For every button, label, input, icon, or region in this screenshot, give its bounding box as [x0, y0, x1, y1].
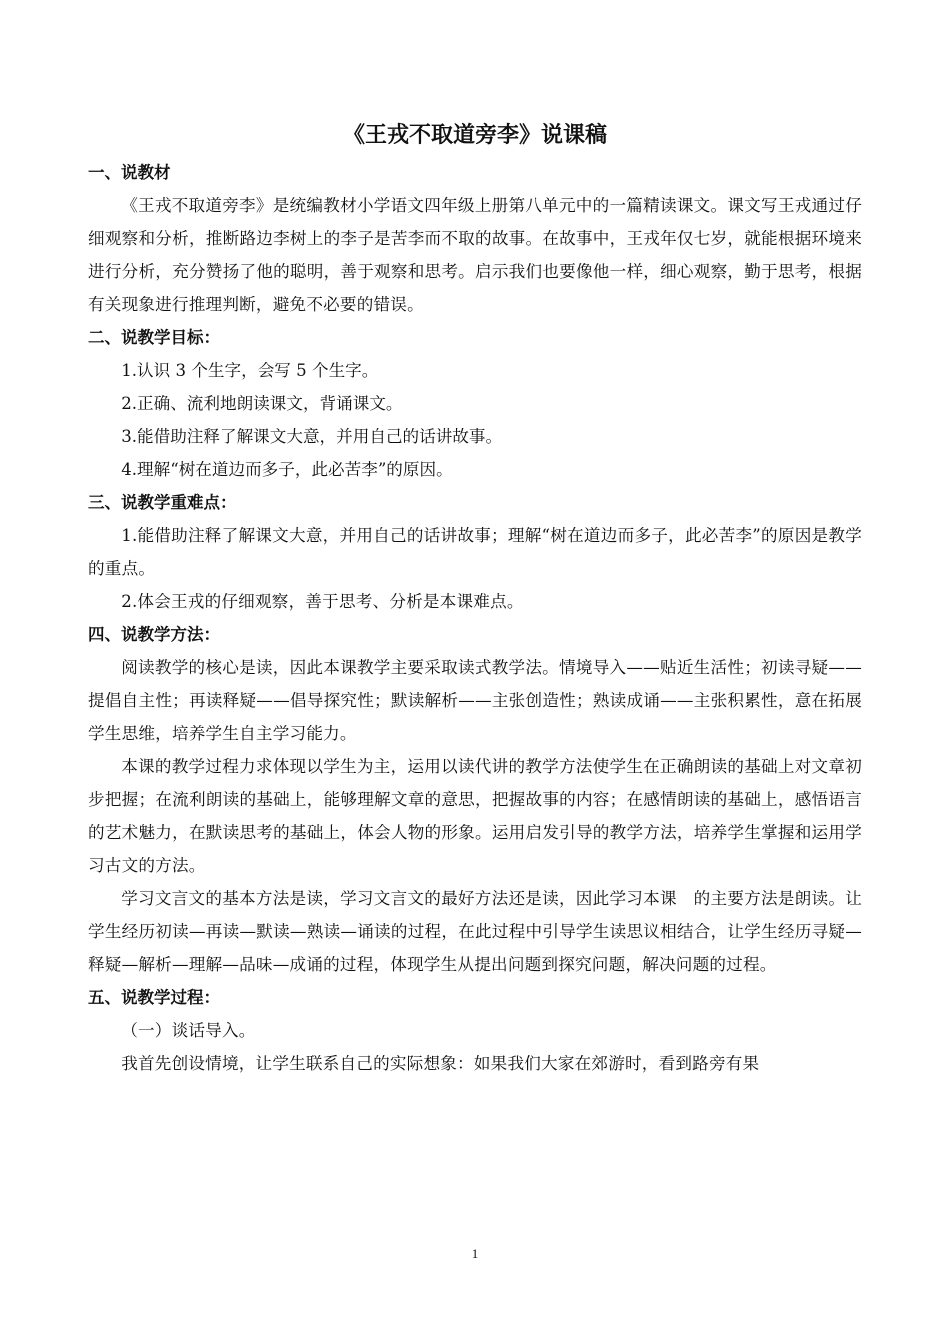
objective-item: 2.正确、流利地朗读课文，背诵课文。 [121, 394, 403, 413]
section-heading-objectives: 二、说教学目标： [88, 328, 220, 347]
paragraph: 我首先创设情境，让学生联系自己的实际想象：如果我们大家在郊游时，看到路旁有果 [121, 1054, 760, 1073]
page-number: 1 [471, 1246, 479, 1261]
document-title: 《王戎不取道旁李》说课稿 [342, 123, 607, 148]
section-heading-process: 五、说教学过程： [88, 988, 220, 1007]
paragraph: 学习文言文的基本方法是读，学习文言文的最好方法还是读，因此学习本课 的主要方法是朗读。让学生经历初读—再读—默读—熟读—诵读的过程，在此过程中引导学生读思议相结合，让学生经历寻疑—释疑—解析—理解—品味—成诵的过程，体现学生从提出问题到探究问题，解决问题的过程。 [88, 889, 862, 974]
paragraph: 本课的教学过程力求体现以学生为主，运用以读代讲的教学方法使学生在正确朗读的基础上对文章初步把握；在流利朗读的基础上，能够理解文章的意思，把握故事的内容；在感情朗读的基础上，感悟语言的艺术魅力，在默读思考的基础上，体会人物的形象。运用启发引导的教学方法，培养学生掌握和运用学习古文的方法。 [88, 757, 862, 875]
paragraph: 阅读教学的核心是读，因此本课教学主要采取读式教学法。情境导入——贴近生活性；初读寻疑——提倡自主性；再读释疑——倡导探究性；默读解析——主张创造性；熟读成诵——主张积累性，意在拓展学生思维，培养学生自主学习能力。 [88, 658, 862, 743]
paragraph: 1.能借助注释了解课文大意，并用自己的话讲故事；理解“树在道边而多子，此必苦李”的原因是教学的重点。 [88, 526, 862, 578]
paragraph: 2.体会王戎的仔细观察，善于思考、分析是本课难点。 [121, 592, 524, 611]
objective-item: 1.认识 3 个生字，会写 5 个生字。 [121, 361, 379, 380]
document-page [88, 120, 862, 1080]
objective-item: 4.理解“树在道边而多子，此必苦李”的原因。 [121, 460, 453, 479]
objective-item: 3.能借助注释了解课文大意，并用自己的话讲故事。 [121, 427, 503, 446]
section-heading-methods: 四、说教学方法： [88, 625, 220, 644]
section-heading-textbook: 一、说教材 [88, 163, 171, 182]
section-heading-key-points: 三、说教学重难点： [88, 493, 237, 512]
subheading: （一）谈话导入。 [121, 1021, 256, 1040]
paragraph: 《王戎不取道旁李》是统编教材小学语文四年级上册第八单元中的一篇精读课文。课文写王戎通过仔细观察和分析，推断路边李树上的李子是苦李而不取的故事。在故事中，王戎年仅七岁，就能根据环境来进行分析，充分赞扬了他的聪明，善于观察和思考。启示我们也要像他一样，细心观察，勤于思考，根据有关现象进行推理判断，避免不必要的错误。 [88, 196, 862, 314]
